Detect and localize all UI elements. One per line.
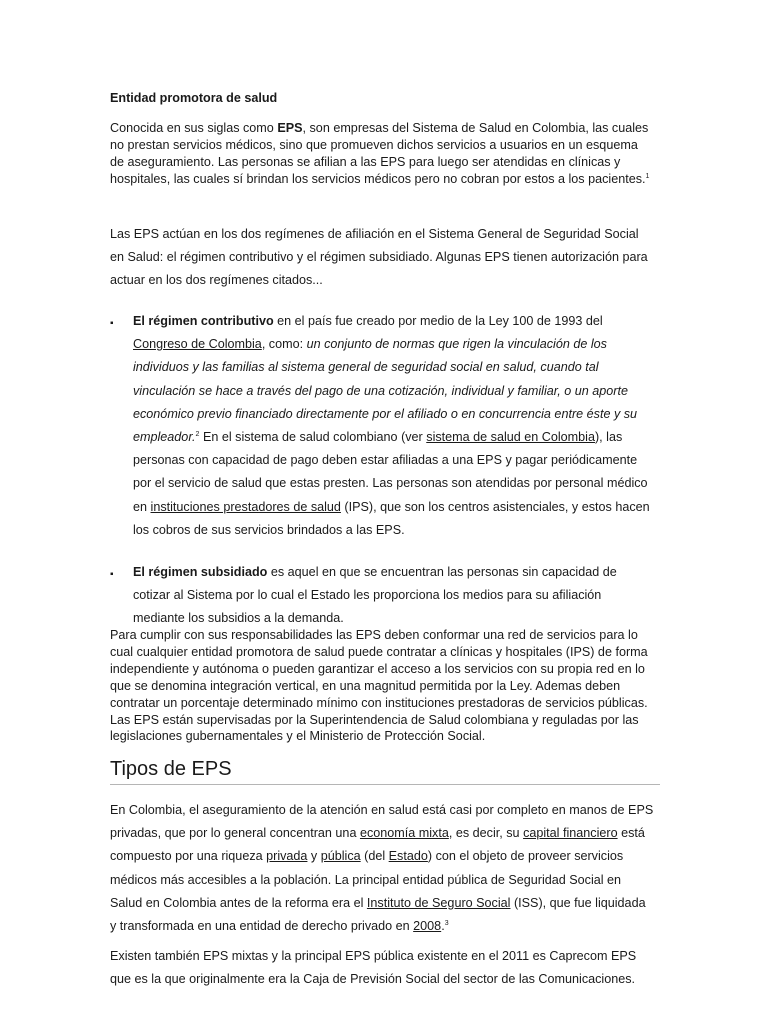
intro-eps-bold: EPS [277,121,303,135]
list-item-contributivo [133,310,653,542]
tipos-text-4: y [307,849,321,864]
network-paragraph: Para cumplir con sus responsabilidades las EPS deben conformar una red de servicios para lo cual cualquier entidad promotora de salud puede contratar a clínicas y hospitales (IPS) de forma independiente y autónoma o pueden garantizar el acceso a los servicios con su propia red en lo que se denomina integración vertical, en una magnitud permitida por la Ley. Ademas deben contratar un porcentaje determinado mínimo con instituciones prestadoras de servicios públicas. Las EPS están supervisadas por la Superintendencia de Salud colombiana y reguladas por las legislaciones gubernamentales y el Ministerio de Protección Social. [110,628,648,744]
intro-text-a: Conocida en sus siglas como [110,121,278,135]
tipos-text-2: , es decir, su [448,826,524,841]
contributivo-text-5: (IPS), que son los centros asistenciales, y estos hacen los cobros de sus servicios brindados a las EPS. [133,499,650,537]
list-item-subsidiado [133,561,653,631]
contributivo-text-2: , como: [261,337,307,352]
contributivo-bold: El régimen contributivo [133,314,274,328]
link-congreso-de-colombia[interactable]: Congreso de Colombia [133,337,262,352]
mixtas-paragraph: Existen también EPS mixtas y la principal EPS pública existente en el 2011 es Caprecom EPS que es la que originalmente era la Caja de Previsión Social del sector de las Comunicaciones. [110,949,637,987]
contributivo-text-4: ), las personas con capacidad de pago deben estar afiliadas a una EPS y pagar periódicamente por el servicio de salud que estas presten. Las personas son atendidas por personal médico en [133,430,648,514]
tipos-text-5: (del [360,849,389,864]
footnote-ref-1[interactable]: 1 [645,172,650,180]
document-title: Entidad promotora de salud [110,91,278,105]
link-instituto-de-seguro-social[interactable]: Instituto de Seguro Social [366,895,511,910]
tipos-text-3: está compuesto por una riqueza [110,826,645,864]
link-estado[interactable]: Estado [388,849,428,864]
section-heading-tipos: Tipos de EPS [110,758,660,785]
link-privada[interactable]: privada [266,849,308,864]
link-instituciones-prestadores[interactable]: instituciones prestadores de salud [150,499,341,514]
footnote-ref-3[interactable]: 3 [444,919,449,927]
contributivo-quote: un conjunto de normas que rigen la vinculación de los individuos y las familias al sistema general de seguridad social en salud, cuando tal vinculación se hace a través del pago de una cotización, individual y familiar, o un aporte económico previo financiado directamente por el afiliado o en concurrencia entre éste y su empleador. [133,337,638,445]
tipos-text-8: . [441,919,445,934]
bullet-icon: ▪ [110,569,114,580]
link-publica[interactable]: pública [320,849,361,864]
tipos-paragraph [110,799,655,938]
link-economia-mixta[interactable]: economía mixta [359,826,449,841]
link-sistema-de-salud[interactable]: sistema de salud en Colombia [426,430,595,445]
footnote-ref-2[interactable]: 2 [195,430,200,438]
link-2008[interactable]: 2008 [413,919,442,934]
contributivo-text-1: en el país fue creado por medio de la Ley 100 de 1993 del [273,314,603,328]
subsidiado-bold: El régimen subsidiado [133,565,268,579]
subsidiado-text: es aquel en que se encuentran las personas sin capacidad de cotizar al Sistema por lo cual el Estado les proporciona los medios para su afiliación mediante los subsidios a la demanda. [133,565,617,626]
intro-text-c: , son empresas del Sistema de Salud en Colombia, las cuales no prestan servicios médicos, sino que promueven dichos servicios a usuarios en un esquema de aseguramiento. Las personas se afilian a las EPS para luego ser atendidas en clínicas y hospitales, las cuales sí brindan los servicios médicos pero no cobran por estos a los pacientes. [110,121,649,186]
tipos-text-7: (ISS), que fue liquidada y transformada en una entidad de derecho privado en [110,895,646,934]
link-capital-financiero[interactable]: capital financiero [523,826,618,841]
regimes-paragraph: Las EPS actúan en los dos regímenes de afiliación en el Sistema General de Seguridad Social en Salud: el régimen contributivo y el régimen subsidiado. Algunas EPS tienen autorización para actuar en los dos regímenes citados... [110,227,648,288]
tipos-text-1: En Colombia, el aseguramiento de la atención en salud está casi por completo en manos de EPS privadas, que por lo general concentran una [110,803,654,841]
tipos-text-6: ) con el objeto de proveer servicios médicos más accesibles a la población. La principal entidad pública de Seguridad Social en Salud en Colombia antes de la reforma era el [110,849,624,910]
intro-paragraph [110,120,655,188]
contributivo-text-3: En el sistema de salud colombiano (ver [199,430,427,445]
bullet-icon: ▪ [110,318,114,329]
